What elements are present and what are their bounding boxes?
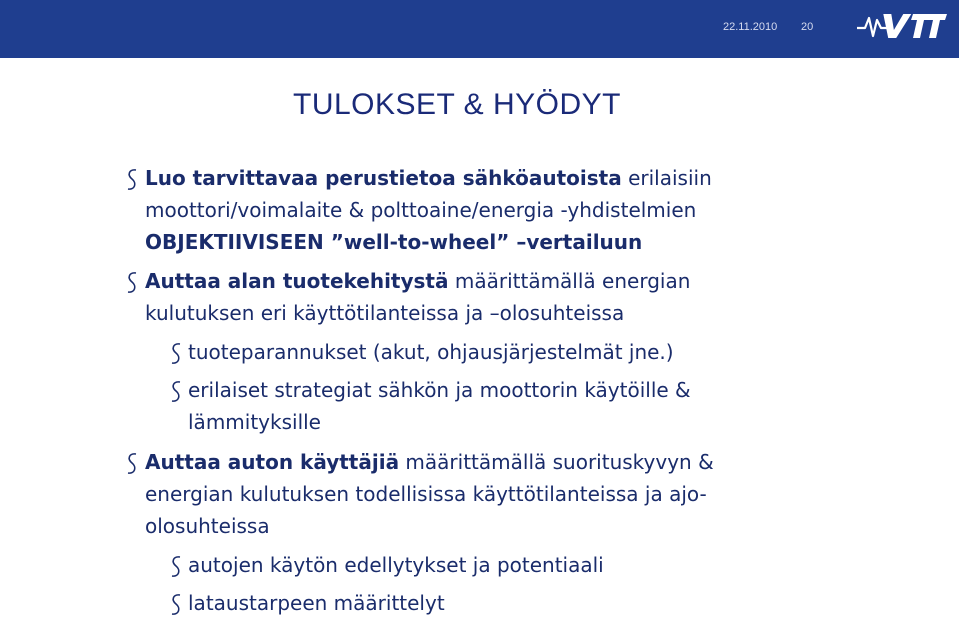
slide-date: 22.11.2010 [723, 21, 778, 33]
vtt-logo [855, 6, 947, 44]
sub-bullet-text: erilaiset strategiat sähkön ja moottorin käytöille & [188, 378, 691, 402]
bullet-2-rest: määrittämällä energian [448, 269, 691, 293]
bullet-3-line3: olosuhteissa [145, 514, 270, 538]
sub-bullet-text-line2: lämmityksille [188, 410, 321, 434]
bullet-1-rest: erilaisiin [621, 166, 712, 190]
bullet-2-line2: kulutuksen eri käyttötilanteissa ja –olosuhteissa [145, 301, 625, 325]
header-bar [0, 0, 959, 58]
bullet-3 [145, 446, 714, 542]
bullet-1-line3: OBJEKTIIVISEEN ”well-to-wheel” –vertailuun [145, 230, 643, 254]
sub-bullet-text: tuoteparannukset (akut, ohjausjärjestelmät jne.) [188, 340, 674, 364]
sub-bullet-text: lataustarpeen määrittelyt [188, 591, 445, 615]
bullet-icon [125, 451, 139, 477]
sub-bullet-icon [169, 379, 183, 405]
sub-bullet-2-2 [188, 374, 691, 438]
bullet-3-line2: energian kulutuksen todellisissa käyttötilanteissa ja ajo- [145, 482, 707, 506]
slide-title: TULOKSET & HYÖDYT [293, 88, 622, 121]
sub-bullet-3-1 [188, 549, 604, 581]
sub-bullet-icon [169, 341, 183, 367]
bullet-2 [145, 265, 690, 329]
sub-bullet-2-1 [188, 336, 674, 368]
sub-bullet-icon [169, 592, 183, 618]
bullet-3-bold: Auttaa auton käyttäjiä [145, 450, 400, 474]
bullet-1 [145, 162, 712, 258]
bullet-1-line2: moottori/voimalaite & polttoaine/energia -yhdistelmien [145, 198, 697, 222]
bullet-2-bold: Auttaa alan tuotekehitystä [145, 269, 449, 293]
sub-bullet-icon [169, 554, 183, 580]
bullet-icon [125, 270, 139, 296]
sub-bullet-text: autojen käytön edellytykset ja potentiaali [188, 553, 604, 577]
bullet-3-rest: määrittämällä suorituskyvyn & [399, 450, 714, 474]
bullet-icon [125, 167, 139, 193]
bullet-1-bold: Luo tarvittavaa perustietoa sähköautoista [145, 166, 622, 190]
slide-number: 20 [801, 21, 814, 33]
sub-bullet-3-2 [188, 587, 445, 619]
